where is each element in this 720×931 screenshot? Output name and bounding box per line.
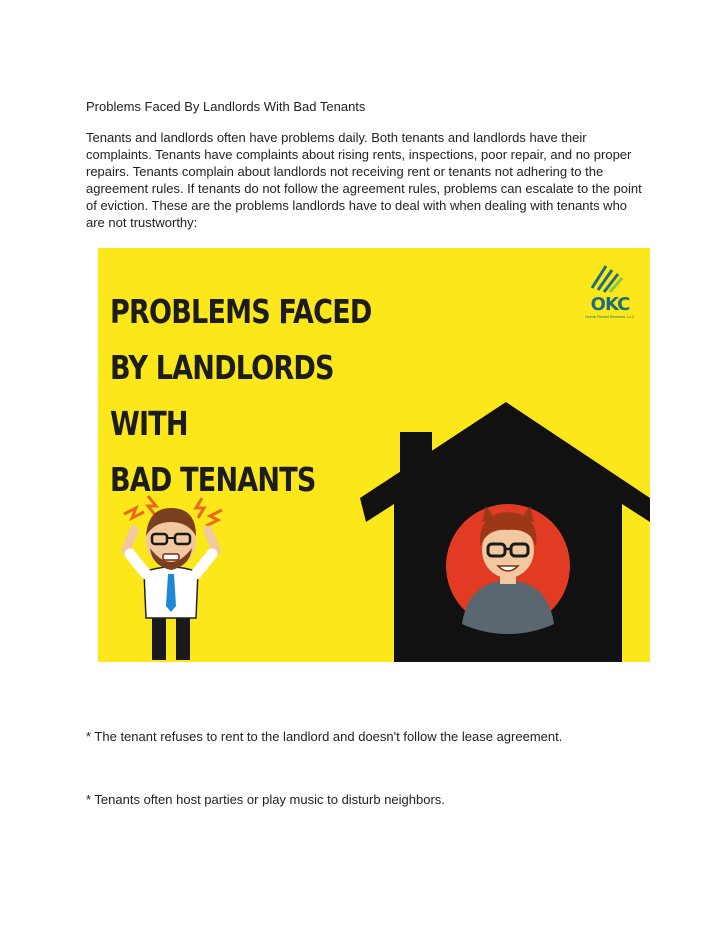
stress-mark-icon xyxy=(148,496,156,516)
stressed-landlord-illustration xyxy=(118,494,228,662)
banner-heading xyxy=(110,284,372,508)
house-illustration xyxy=(360,402,650,662)
banner-image xyxy=(98,248,650,662)
stress-mark-icon xyxy=(206,510,222,526)
okc-logo xyxy=(582,260,638,322)
bullet-item: * Tenants often host parties or play music to disturb neighbors. xyxy=(86,792,445,807)
banner-heading-line: BAD TENANTS xyxy=(110,460,316,499)
bullet-item: * The tenant refuses to rent to the landlord and doesn't follow the lease agreement. xyxy=(86,729,563,744)
stress-mark-icon xyxy=(124,508,144,518)
logo-text: OKC xyxy=(590,294,630,315)
logo-subtext: Home Rental Services, LLC xyxy=(585,314,635,319)
logo-roof-icon xyxy=(582,260,638,296)
banner-heading-line: BY LANDLORDS xyxy=(110,348,334,387)
chimney xyxy=(400,432,432,482)
banner-heading-line: WITH xyxy=(110,404,188,443)
intro-paragraph: Tenants and landlords often have problems daily. Both tenants and landlords have their complaints. Tenants have complaints about rising rents, inspections, poor repair, and no proper repairs. Tenants complain about landlords not receiving rent or tenants not adhering to the agreement rules. If tenants do not follow the agreement rules, problems can escalate to the point of eviction. These are the problems landlords have to deal with when dealing with tenants who are not trustworthy: xyxy=(86,130,642,230)
banner-heading-line: PROBLEMS FACED xyxy=(110,292,372,331)
document-title: Problems Faced By Landlords With Bad Tenants xyxy=(86,99,366,114)
stress-mark-icon xyxy=(196,498,204,518)
